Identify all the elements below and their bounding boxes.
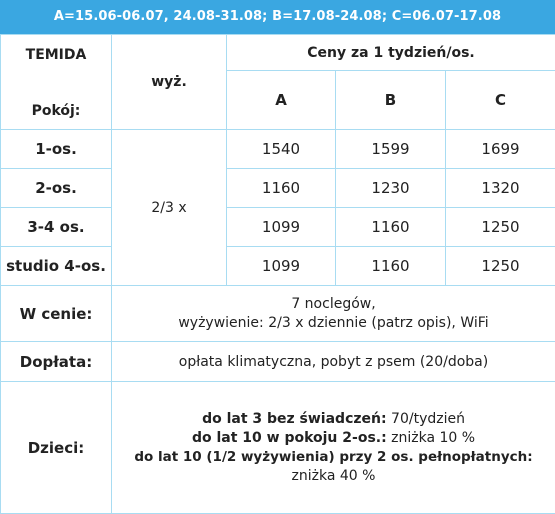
col-b-header: B [336, 71, 446, 130]
price-b: 1599 [336, 130, 446, 169]
included-row [1, 286, 555, 342]
surcharge-text: opłata klimatyczna, pobyt z psem (20/doba) [112, 342, 555, 382]
included-line-1: 7 noclegów, [112, 295, 555, 314]
room-type: 2-os. [1, 169, 112, 208]
price-table [0, 34, 555, 514]
price-b: 1160 [336, 208, 446, 247]
surcharge-row [1, 342, 555, 382]
included-line-2: wyżywienie: 2/3 x dziennie (patrz opis), WiFi [112, 314, 555, 333]
children-line-2 [112, 429, 555, 448]
children-line-1-bold: do lat 3 bez świadczeń: [202, 411, 387, 427]
table-row [1, 247, 555, 286]
price-c: 1699 [446, 130, 555, 169]
children-cell [112, 382, 555, 514]
table-row [1, 169, 555, 208]
price-c: 1250 [446, 247, 555, 286]
col-c-header: C [446, 71, 555, 130]
room-type: studio 4-os. [1, 247, 112, 286]
price-c: 1250 [446, 208, 555, 247]
price-b: 1160 [336, 247, 446, 286]
price-a: 1160 [227, 169, 336, 208]
price-b: 1230 [336, 169, 446, 208]
children-line-2-rest: zniżka 10 % [387, 430, 475, 446]
children-line-1 [112, 410, 555, 429]
wyz-label: wyż. [151, 74, 187, 90]
date-ranges-header [0, 0, 555, 34]
pokoj-label: Pokój: [1, 103, 111, 119]
table-row [1, 208, 555, 247]
ceny-label: Ceny za 1 tydzień/os. [307, 45, 474, 61]
date-ranges-text: A=15.06-06.07, 24.08-31.08; B=17.08-24.08; C=06.07-17.08 [54, 9, 501, 24]
price-a: 1099 [227, 247, 336, 286]
dzieci-label: Dzieci: [1, 382, 112, 514]
children-row [1, 382, 555, 514]
price-a: 1099 [227, 208, 336, 247]
meal-header-cell [112, 35, 227, 130]
doplata-label: Dopłata: [1, 342, 112, 382]
room-type: 1-os. [1, 130, 112, 169]
meal-value: 2/3 x [112, 130, 227, 286]
children-line-1-rest: 70/tydzień [387, 411, 465, 427]
price-a: 1540 [227, 130, 336, 169]
children-line-2-bold: do lat 10 w pokoju 2-os.: [192, 430, 387, 446]
table-header-row [1, 35, 555, 71]
room-header-cell [1, 35, 112, 130]
w-cenie-label: W cenie: [1, 286, 112, 342]
children-line-3: do lat 10 (1/2 wyżywienia) przy 2 os. pełnopłatnych: [112, 448, 555, 467]
room-type: 3-4 os. [1, 208, 112, 247]
col-a-header: A [227, 71, 336, 130]
children-line-4: zniżka 40 % [112, 467, 555, 486]
prices-header-cell [227, 35, 555, 71]
temida-label: TEMIDA [1, 47, 111, 63]
price-c: 1320 [446, 169, 555, 208]
table-row [1, 130, 555, 169]
included-cell [112, 286, 555, 342]
